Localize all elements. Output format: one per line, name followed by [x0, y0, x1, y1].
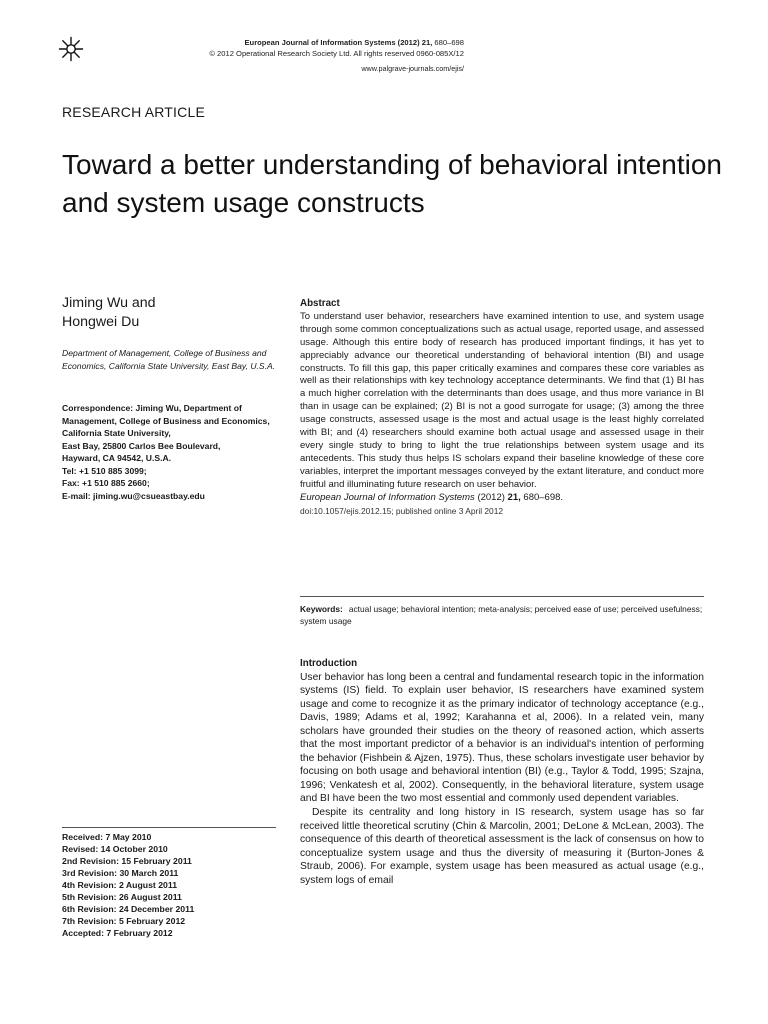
- citation-year: (2012): [477, 491, 505, 503]
- correspondence-email: E-mail: jiming.wu@csueastbay.edu: [62, 490, 205, 501]
- revision-entry: Received: 7 May 2010: [62, 832, 152, 842]
- revision-history-divider: [62, 827, 276, 828]
- author-line-1: Jiming Wu and: [62, 295, 156, 311]
- journal-header: [180, 37, 464, 74]
- abstract-section: [300, 298, 704, 517]
- correspondence-line-3: Hayward, CA 94542, U.S.A.: [62, 453, 172, 463]
- doi-line: doi:10.1057/ejis.2012.15; published online 3 April 2012: [300, 505, 504, 516]
- journal-name: European Journal of Information Systems: [244, 38, 396, 47]
- journal-url: www.palgrave-journals.com/ejis/: [361, 64, 464, 73]
- keywords-divider: [300, 596, 704, 597]
- introduction-paragraph-2: Despite its centrality and long history in IS research, system usage has so far received little theoretical scrutiny (Chin & Marcolin, 2001; DeLone & McLean, 2003). The consequence of this dearth of theoretical assessment is the lack of consensus on how to conceptualize system usage and thus the diversity of measuring it (Burton-Jones & Straub, 2006). For example, system usage has been measured as actual usage (e.g., system logs of email: [300, 807, 704, 886]
- revision-entry: Accepted: 7 February 2012: [62, 928, 173, 938]
- citation-pages: 680–698.: [523, 491, 564, 503]
- abstract-citation: [300, 492, 704, 505]
- author-line-2: Hongwei Du: [62, 314, 140, 330]
- revision-entry: 3rd Revision: 30 March 2011: [62, 868, 179, 878]
- keywords: [300, 603, 704, 627]
- citation-journal: European Journal of Information Systems: [300, 491, 475, 503]
- citation-volume: 21,: [507, 491, 521, 503]
- revision-entry: 7th Revision: 5 February 2012: [62, 916, 186, 926]
- keywords-text: actual usage; behavioral intention; meta-analysis; perceived ease of use; perceived usefulness; system usage: [300, 604, 703, 626]
- affiliation: Department of Management, College of Business and Economics, California State University, East Bay, U.S.A.: [62, 348, 276, 371]
- correspondence-tel: Tel: +1 510 885 3099;: [62, 465, 147, 476]
- correspondence-fax: Fax: +1 510 885 2660;: [62, 478, 150, 488]
- revision-entry: 4th Revision: 2 August 2011: [62, 880, 178, 890]
- revision-entry: 2nd Revision: 15 February 2011: [62, 856, 192, 866]
- introduction-heading: Introduction: [300, 658, 358, 669]
- abstract-text: To understand user behavior, researchers have examined intention to use, and system usage through some common conceptualizations such as actual usage, reported usage, and assessed usage. Although this entire body of research has produced important findings, it has yet to appreciably advance our theoretical understanding of behavioral intention (BI) and usage constructs. To fill this gap, this paper critically examines and compares these core variables as well as their relationships with key technology acceptance determinants. We find that (1) BI has a much higher correlation with the determinants than does usage, and thus more variance in BI than in usage can be explained; (2) BI is not a good surrogate for usage; (3) among the three usage constructs, assessed usage is the most and actual usage is the least highly correlated with BI; and (4) researchers should examine both actual usage and assessed usage in their every single study to bring to light the true relationships between system usage and its antecedents. This study thus helps IS scholars expand their baseline knowledge of these core variables, interpret the important messages conveyed by the extant literature, and conduct more fruitful and illuminating future research on user behavior.: [300, 310, 704, 490]
- revision-history: [62, 831, 194, 939]
- journal-year-volume: (2012) 21,: [397, 38, 433, 47]
- revision-entry: 6th Revision: 24 December 2011: [62, 904, 195, 914]
- correspondence-line-2: East Bay, 25800 Carlos Bee Boulevard,: [62, 440, 221, 451]
- journal-pages: 680–698: [434, 38, 464, 47]
- correspondence: [62, 402, 284, 502]
- article-type: RESEARCH ARTICLE: [62, 104, 205, 120]
- copyright-line: © 2012 Operational Research Society Ltd. All rights reserved 0960-085X/12: [209, 49, 464, 58]
- journal-citation-line: [180, 37, 464, 48]
- star-burst-icon: [58, 36, 84, 62]
- article-title: Toward a better understanding of behavioral intention and system usage constructs: [62, 149, 722, 218]
- authors: [62, 294, 156, 332]
- keywords-label: Keywords:: [300, 604, 343, 614]
- revision-entry: Revised: 14 October 2010: [62, 844, 168, 854]
- abstract-heading: Abstract: [300, 298, 340, 309]
- introduction-paragraph-1: User behavior has long been a central and fundamental research topic in the information systems (IS) field. To explain user behavior, IS researchers have examined system usage and come to recognize it as the primary indicator of technology acceptance (e.g., Davis, 1989; Adams et al, 1992; Karahanna et al, 2006). In a related vein, many scholars have grounded their studies on the theory of reasoned action, which asserts that the most important predictor of a behavior is an individual's intention of performing the behavior (Fishbein & Ajzen, 1975). Thus, these scholars investigate user behavior by focusing on both usage and behavioral intention (BI) (e.g., Taylor & Todd, 1995; Szajna, 1996; Venkatesh et al, 2002). Consequently, in the behavioral literature, system usage and BI have been the two most essential and commonly used dependent variables.: [300, 671, 704, 805]
- correspondence-line-1: Correspondence: Jiming Wu, Department of Management, College of Business and Economics, California State University,: [62, 403, 270, 438]
- revision-entry: 5th Revision: 26 August 2011: [62, 892, 182, 902]
- introduction-section: [300, 657, 704, 887]
